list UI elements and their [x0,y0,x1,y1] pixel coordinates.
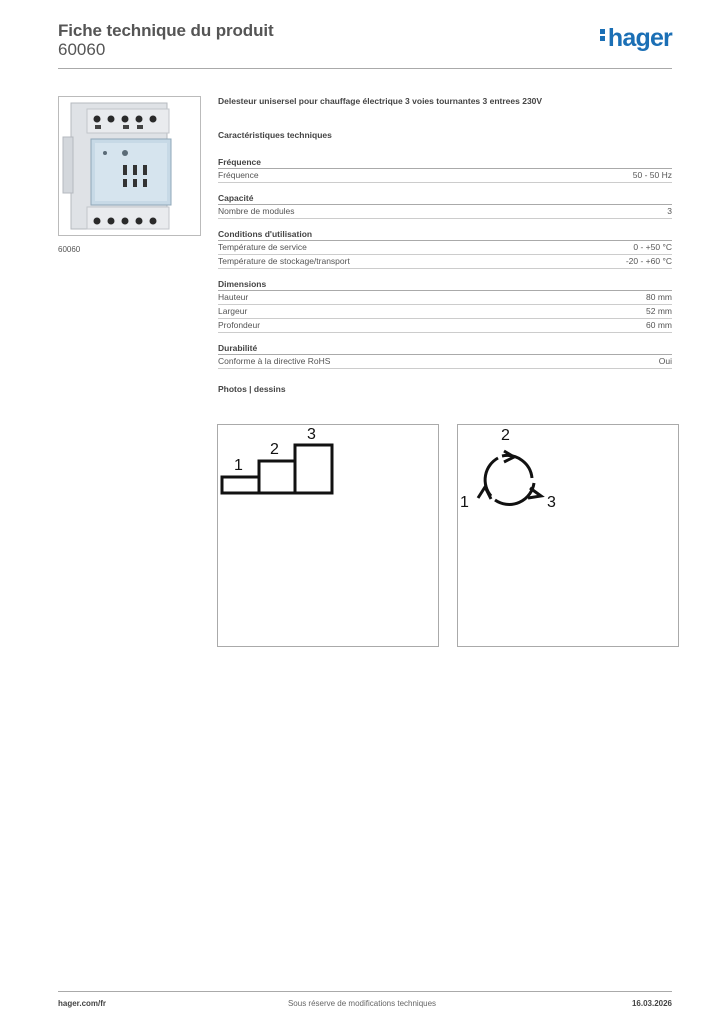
spec-group-title: Conditions d'utilisation [218,228,672,241]
header-divider [58,68,672,69]
spec-value: 52 mm [646,306,672,316]
rotation-label-3: 3 [547,494,556,511]
spec-groups [218,156,672,369]
spec-group-title: Dimensions [218,278,672,291]
product-reference: 60060 [58,40,106,59]
spec-group [218,278,672,333]
spec-label: Température de stockage/transport [218,256,350,266]
spec-label: Conforme à la directive RoHS [218,356,331,366]
spec-label: Largeur [218,306,248,316]
logo-text: hager [607,24,672,52]
steps-diagram-icon [218,425,438,646]
step-label-3: 3 [307,426,316,443]
footer-disclaimer: Sous réserve de modifications techniques [287,999,437,1008]
spec-row [218,319,672,333]
spec-label: Température de service [218,242,307,252]
spec-row [218,255,672,269]
footer-website-link[interactable]: hager.com/fr [58,999,107,1008]
spec-label: Nombre de modules [218,206,295,216]
footer-date: 16.03.2026 [631,999,672,1008]
spec-row [218,305,672,319]
spec-value: 60 mm [646,320,672,330]
spec-label: Fréquence [218,170,259,180]
rotation-label-1: 1 [460,494,469,511]
spec-row [218,205,672,219]
step-label-1: 1 [234,457,243,474]
spec-group-title: Fréquence [218,156,672,169]
spec-group [218,156,672,183]
logo-dots-icon [600,27,605,43]
spec-row [218,241,672,255]
spec-row [218,355,672,369]
spec-label: Profondeur [218,320,261,330]
rotation-label-2: 2 [501,427,510,444]
spec-row [218,169,672,183]
spec-value: -20 - +60 °C [625,256,672,266]
drawing-rotation [457,424,679,647]
product-device-illustration [59,97,200,235]
spec-group-title: Durabilité [218,342,672,355]
spec-group [218,342,672,369]
page-title: Fiche technique du produit [58,21,274,40]
spec-value: 80 mm [646,292,672,302]
product-image-caption: 60060 [58,245,81,254]
specs-heading: Caractéristiques techniques [218,130,332,140]
spec-group [218,228,672,269]
spec-value: 3 [667,206,672,216]
spec-label: Hauteur [218,292,249,302]
spec-value: 50 - 50 Hz [632,170,672,180]
footer-divider [58,991,672,992]
drawings-heading: Photos | dessins [218,384,286,394]
rotation-cycle-icon [458,425,678,646]
step-label-2: 2 [270,441,279,458]
product-image [58,96,201,236]
hager-logo[interactable] [600,26,672,51]
product-details [218,96,672,394]
spec-row [218,291,672,305]
spec-value: 0 - +50 °C [633,242,672,252]
spec-group [218,192,672,219]
spec-group-title: Capacité [218,192,672,205]
spec-value: Oui [658,356,672,366]
drawing-steps [217,424,439,647]
product-description: Delesteur unisersel pour chauffage électrique 3 voies tournantes 3 entrees 230V [218,96,543,106]
